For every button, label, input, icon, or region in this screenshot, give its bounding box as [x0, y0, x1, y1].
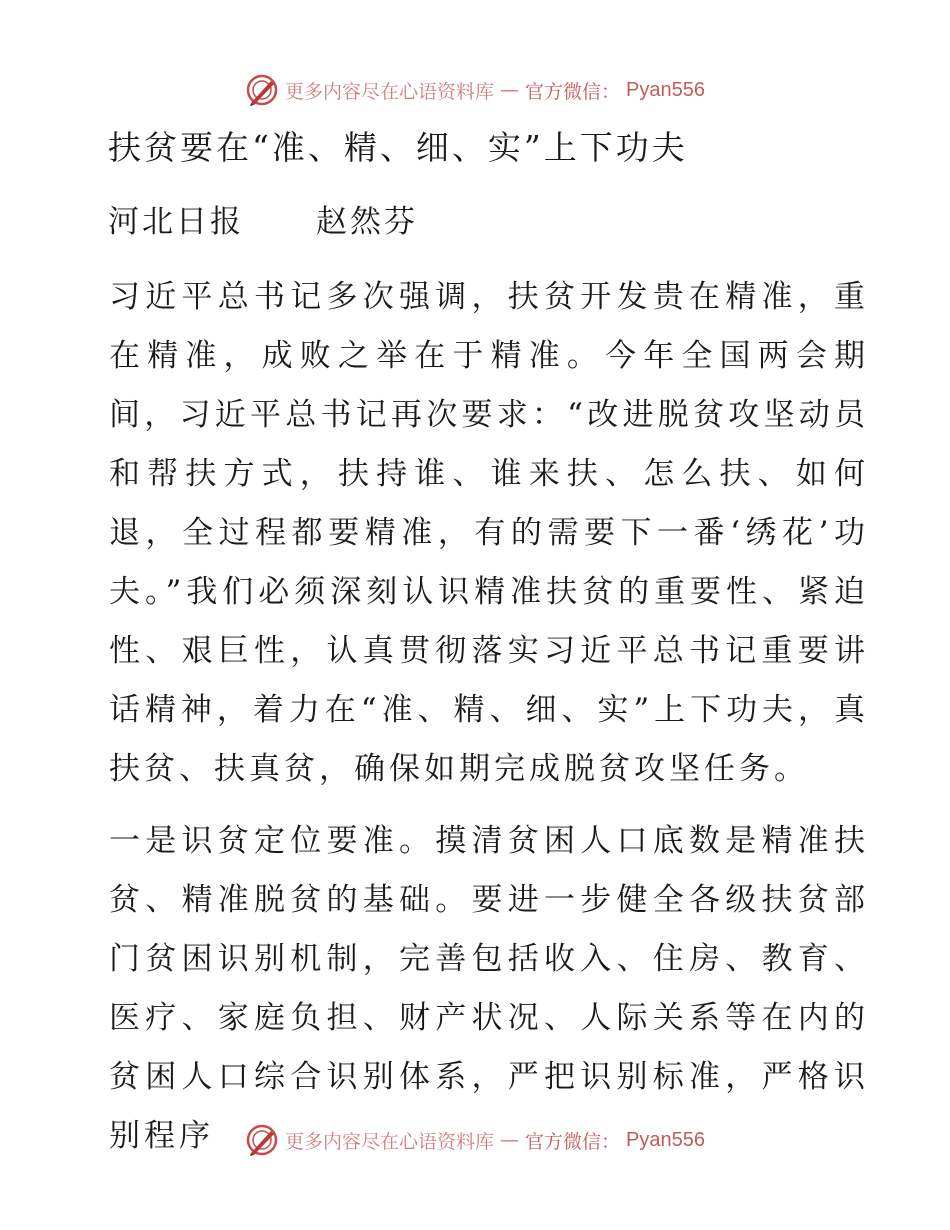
article-title: 扶贫要在“准、精、细、实”上下功夫: [108, 128, 688, 167]
watermark-wechat-id: Pyan556: [626, 78, 705, 101]
article-byline: [108, 196, 418, 241]
watermark-text: 更多内容尽在心语资料库: [285, 1130, 495, 1153]
watermark-text: 更多内容尽在心语资料库: [285, 80, 495, 103]
watermark-official-label: 官方微信：: [525, 1130, 621, 1153]
watermark-official-label: 官方微信：: [525, 80, 621, 103]
watermark-wechat-id: Pyan556: [626, 1128, 705, 1151]
article-paragraph: 习近平总书记多次强调，扶贫开发贵在精准，重在精准，成败之举在于精准。今年全国两会期间，习近平总书记再次要求：“改进脱贫攻坚动员和帮扶方式，扶持谁、谁来扶、怎么扶、如何退，全过程都要精准，有的需要下一番‘绣花’功夫。”我们必须深刻认识精准扶贫的重要性、紧迫性、艰巨性，认真贯彻落实习近平总书记重要讲话精神，着力在“准、精、细、实”上下功夫，真扶贫、扶真贫，确保如期完成脱贫攻坚任务。: [109, 279, 869, 787]
watermark-separator: —: [500, 79, 520, 101]
header-watermark: [0, 70, 950, 110]
footer-watermark: [0, 1120, 950, 1160]
pen-logo-icon: [245, 1123, 279, 1157]
article-source: 河北日报: [108, 204, 244, 240]
article-author: 赵然芬: [316, 204, 418, 240]
watermark-separator: —: [500, 1129, 520, 1151]
pen-logo-icon: [245, 73, 279, 107]
article-paragraph: 一是识贫定位要准。摸清贫困人口底数是精准扶贫、精准脱贫的基础。要进一步健全各级扶贫部门贫困识别机制，完善包括收入、住房、教育、医疗、家庭负担、财产状况、人际关系等在内的贫困人口综合识别体系，严把识别标准，严格识别程序: [109, 823, 869, 1154]
